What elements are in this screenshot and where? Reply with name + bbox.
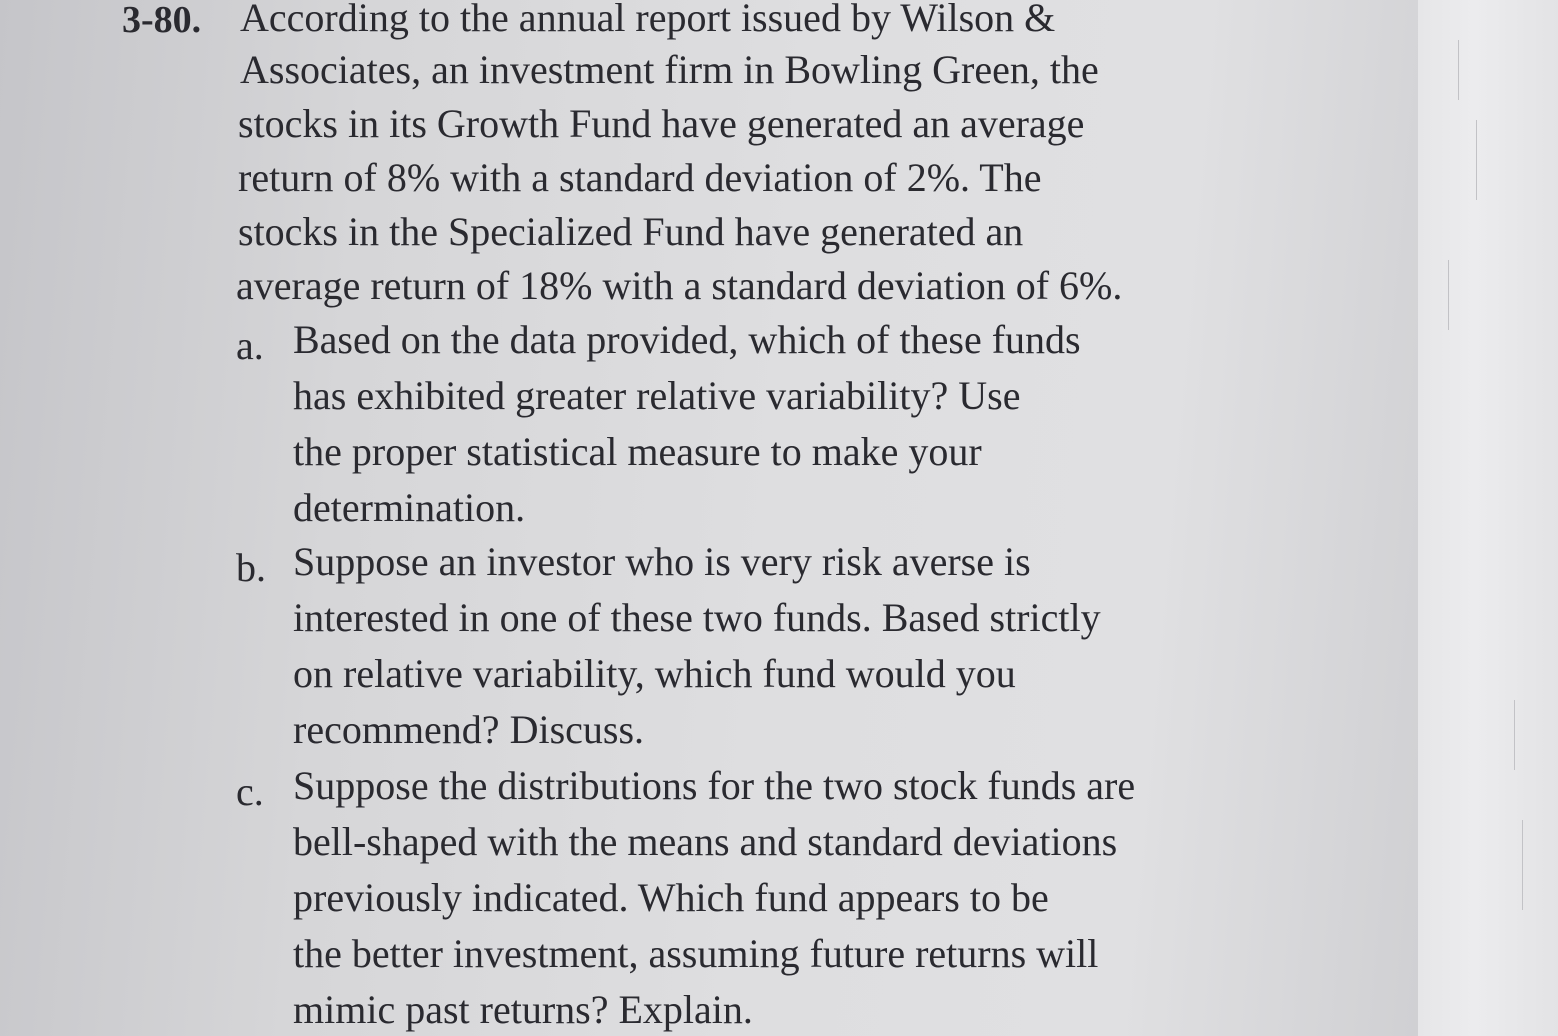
- part-b-line: recommend? Discuss.: [293, 707, 645, 752]
- part-c-label: c.: [236, 769, 264, 814]
- intro-line: stocks in the Specialized Fund have generated an: [238, 209, 1024, 254]
- problem-number: 3-80.: [122, 0, 202, 41]
- part-a-line: the proper statistical measure to make your: [293, 429, 982, 474]
- part-a-line: has exhibited greater relative variability? Use: [293, 373, 1021, 418]
- part-a-line: Based on the data provided, which of these funds: [293, 317, 1081, 362]
- intro-line: average return of 18% with a standard deviation of 6%.: [236, 263, 1123, 308]
- intro-line: According to the annual report issued by Wilson &: [240, 0, 1056, 40]
- part-b-line: Suppose an investor who is very risk averse is: [293, 539, 1031, 584]
- part-c-line: the better investment, assuming future returns will: [293, 931, 1099, 976]
- intro-line: Associates, an investment firm in Bowling Green, the: [240, 47, 1099, 92]
- part-b-label: b.: [236, 545, 266, 590]
- part-b-line: interested in one of these two funds. Based strictly: [293, 595, 1101, 640]
- intro-line: stocks in its Growth Fund have generated an average: [238, 101, 1085, 146]
- part-b-line: on relative variability, which fund would you: [293, 651, 1016, 696]
- page-edge-stack: [1418, 0, 1558, 1036]
- part-c-line: mimic past returns? Explain.: [293, 987, 753, 1032]
- part-c-line: previously indicated. Which fund appears to be: [293, 875, 1049, 920]
- intro-line: return of 8% with a standard deviation of 2%. The: [238, 155, 1042, 200]
- part-a-line: determination.: [293, 485, 526, 530]
- part-c-line: Suppose the distributions for the two stock funds are: [293, 763, 1136, 808]
- part-a-label: a.: [236, 323, 264, 368]
- part-c-line: bell-shaped with the means and standard deviations: [293, 819, 1118, 864]
